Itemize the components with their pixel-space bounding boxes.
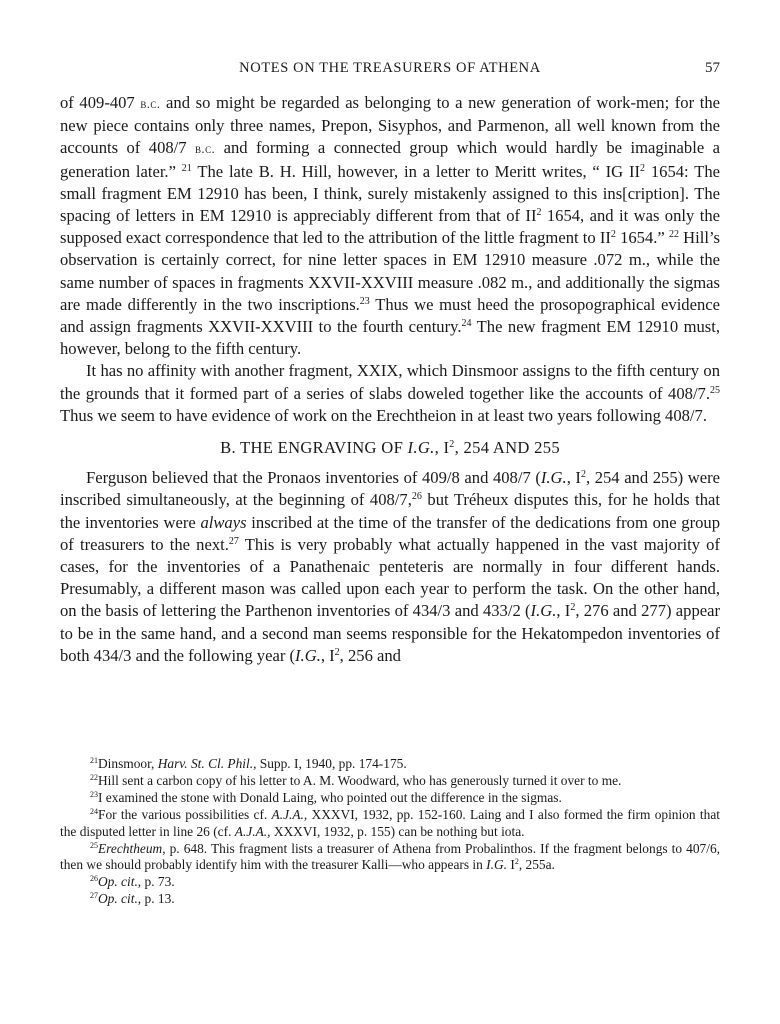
page-number: 57 xyxy=(705,60,720,76)
main-text xyxy=(60,92,720,667)
footnote-23: $^{23}$I examined the stone with Donald Laing, who pointed out the difference in the sigmas. xyxy=(90,789,562,805)
footnote-ref-26: 26 xyxy=(411,491,422,503)
footnote-ref-25: 25 xyxy=(710,384,720,396)
paragraph-3: Ferguson believed that the Pronaos inventories of 409/8 and 408/7 (I.G., $I^2$, 254 and 255) were inscribed simultaneously, at the beginning of 408/7,26 but Tréheux disputes this, for he holds that the inventories were always inscribed at the time of the transfer of the dedications from one group of treasurers to the next.$^{27}$ This is very probably what actually happened in the vast majority of cases, for the inventories of a Panathenaic penteteris are normally in four different hands. Presumably, a different mason was called upon each year to perform the task. On the other hand, on the basis of lettering the Parthenon inventories of 434/3 and 433/2 (I.G., $I^2$, 276 and 277) appear to be in the same hand, and a second man seems responsible for the Hekatompedon inventories of both 434/3 and the following year (I.G., $I^2$, 256 and xyxy=(60,468,721,665)
footnote-26: $^{26}$Op. cit., p. 73. xyxy=(90,874,175,890)
footnote-ref-27: 27 xyxy=(228,535,239,547)
page-header xyxy=(60,60,720,80)
footnote-ref-24: 24 xyxy=(461,318,472,330)
running-head: NOTES ON THE TREASURERS OF ATHENA xyxy=(239,60,541,76)
paragraph-1: of 409-407 b.c. and so might be regarded as belonging to a new generation of work-men; for the new piece contains only three names, Prepon, Sisyphos, and Parmenon, all well known from the accounts of 408/7 b.c. and forming a connected group which would hardly be imaginable a generation later.” $^{21}$ The late B. H. Hill, however, in a letter to Meritt writes, “ IG $II^2$ 1654: The small fragment EM 12910 has been, I think, surely mistakenly assigned to this ins[cription]. The spacing of letters in EM 12910 is appreciably different from that of $II^2$ 1654, and it was only the supposed exact correspondence that led to the attribution of the little fragment to $II^2$ 1654.” $^{22}$ Hill’s observation is certainly correct, for nine letter spaces in EM 12910 measure .072 m., while the same number of spaces in fragments XXVII-XXVIII measure .082 m., and additionally the sigmas are made differently in the two inscriptions.$^{23}$ Thus we must heed the prosopographical evidence and assign fragments XXVII-XXVIII to the fourth century.$^{24}$ The new fragment EM 12910 must, however, belong to the fifth century. xyxy=(60,93,721,359)
footnote-ref-23: 23 xyxy=(359,295,370,307)
footnote-24: $^{24}$For the various possibilities cf. A.J.A., XXXVI, 1932, pp. 152-160. Laing and I also formed the firm opinion that the disputed letter in line 26 (cf. A.J.A., XXXVI, 1932, p. 155) can be nothing but iota. xyxy=(60,806,720,839)
footnote-25: $^{25}$Erechtheum, p. 648. This fragment lists a treasurer of Athena from Probalinthos. If the fragment belongs to 407/6, then we should probably identify him with the treasurer Kalli—who appears in I.G. $I^2$, 255a. xyxy=(60,840,720,873)
paragraph-2: It has no affinity with another fragment, XXIX, which Dinsmoor assigns to the fifth century on the grounds that it formed part of a series of slabs doweled together like the accounts of 408/7.25 Thus we seem to have evidence of work on the Erechtheion in at least two years following 408/7. xyxy=(60,361,720,425)
section-heading: B. THE ENGRAVING OF I.G., $I^2$, 254 AND 255 xyxy=(220,438,560,458)
footnote-27: $^{27}$Op. cit., p. 13. xyxy=(90,891,175,907)
footnote-ref-21: 21 xyxy=(181,162,192,174)
footnotes xyxy=(60,756,720,908)
footnote-ref-22: 22 xyxy=(668,229,679,241)
footnote-21: $^{21}$Dinsmoor, Harv. St. Cl. Phil., Supp. I, 1940, pp. 174-175. xyxy=(90,756,407,771)
footnote-22: $^{22}$Hill sent a carbon copy of his letter to A. M. Woodward, who has generously turned it over to me. xyxy=(90,772,622,788)
